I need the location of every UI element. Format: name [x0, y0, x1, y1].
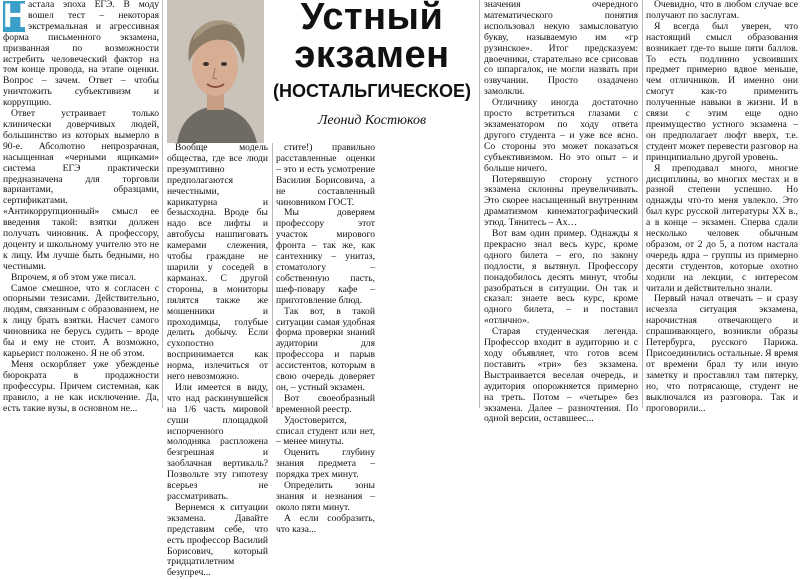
column-divider — [479, 0, 480, 408]
paragraph: Первый начал отвечать – и сразу исчезла ситуация экзамена, нарочистная отвечающего и спрашивающего, возникли образы Петербурга, русского Парижа. Присоединились остальные. Я время от времени брал ту или иную заметку и проставлял там пятерку, но, что потрясающе, студент не выключался из разговора. Так и проговорили... — [646, 293, 799, 414]
paragraph: Очевидно, что в любом случае все получают по заслугам. — [646, 0, 798, 21]
paragraph: стите!) правильно расставленные оценки – это и есть усмотрение Василия Борисовича, а не составленный чиновником ГОСТ. — [276, 142, 375, 208]
paragraph: Так вот, в такой ситуации самая удобная форма проверки знаний аудитории для профессора и парыв ассистентов, которым в свою очередь доверяет он, – устный экзамен. — [276, 305, 375, 393]
paragraph: Потерявшую сторону устного экзамена склонны преувеличивать. Это скорее насыщенный внутренним драматизмом кинематографический этюд. Тянитесь – Ах… — [484, 173, 638, 229]
column-divider — [642, 0, 643, 408]
article-column-2 — [167, 142, 268, 579]
paragraph: Меня оскорбляет уже убежденье бюрократа в продажности профессуры. Причем системная, как правило, а не как исключение. Да, есть такие вузы, в основном не... — [3, 358, 159, 414]
column-divider — [272, 143, 273, 408]
article-title: Устный экзамен — [294, 0, 450, 76]
article-subtitle: (НОСТАЛЬГИЧЕСКОЕ) — [273, 81, 471, 101]
paragraph: Вот вам один пример. Однажды я прекрасно знал весь курс, кроме одного билета – его, по закону подлости, я вытянул. Профессору понадобилось десять минут, чтобы разобраться в ситуации. Он так и сказал: знаете весь курс, кроме одного билета, – и поставил «отлично». — [484, 228, 638, 327]
paragraph: значения очередного математического понятия использовал некую замысловатую букву, называемую им «гр рузинское». Итог предсказуем: двоечники, старательно все срисовав со шпаргалок, не могли назвать при озвучании. Просто озадачено замолкли. — [484, 0, 638, 98]
article-column-1 — [3, 0, 159, 414]
paragraph: Мы доверяем профессору этот участок мирового фронта – так же, как сантехнику – унитаз, стоматологу – собственную пасть, шеф-повару кафе – приготовление блюд. — [276, 207, 375, 306]
paragraph: Вообще модель общества, где все люди презумптивно предполагаются нечестными, карикатурна и безысходна. Вроде бы надо все лифты и автобусы нашпиговать камерами слежения, чтобы граждане не шарили у соседей в карманах. С другой стороны, в мониторы пялятся также же мошенники и проходимцы, голубые делить добычу. Если сухопостно воспринимается как норма, излечиться от него невозможно. — [167, 142, 268, 383]
paragraph: Ответ устраивает только клинически доверчивых людей, большинство из которых вымерло в 90-е. Абсолютно непрозрачная, насыщенная «черными ящиками» система ЕГЭ практически предназначена для торговли вариантами, образцами, сертификатами. «Антикоррупционный» смысл ее введения такой: взятки должен получать чиновник. А профессору, доценту и школьному учителю это не к лицу. Им лучше быть бедными, но честными. — [3, 108, 159, 272]
paragraph: Удостоверится, списал студент или нет, – менее минуты. — [276, 414, 375, 448]
paragraph: Старая студенческая легенда. Профессор входит в аудиторию и с ходу объявляет, что готов всем поставить «три» без экзамена. Выстраивается веселая очередь, и аудитория опорожняется примерно на треть. Потом – «четыре» без экзамена. Далее – разночтения. По одной версии, оставшеес... — [484, 326, 638, 425]
paragraph: Вот своеобразный временной реестр. — [276, 392, 375, 415]
paragraph: Я всегда был уверен, что настоящий смысл образования возникает где-то выше пяти баллов. То есть подлинно усвоивших предмет примерно вдвое меньше, чем отличников. И именно они смогут как-то применить полученные навыки в жизни. И в связи с этим еще одно преимущество устного экзамена – он предполагает люфт вверх, т.е. студент может перевести разговор на принципиально другой уровень. — [646, 20, 798, 163]
article-column-5 — [646, 0, 799, 414]
paragraph: Отличнику иногда достаточно просто встретиться глазами с экзаменатором по ходу ответа другого студента – и уже все ясно. Со стороны это может показаться субъективизмом. Но это опыт – и больше ничего. — [484, 97, 638, 174]
paragraph: Самое смешное, что я согласен с опорными тезисами. Действительно, людям, связанным с образованием, не к лицу брать взятки. Насчет самого чиновника не берусь судить – вроде бы и ему не стоит. А возможно, карьерист положено. Я не об этом. — [3, 282, 159, 359]
column-divider — [162, 0, 163, 408]
paragraph: Я преподавал много, многие дисциплины, во многих местах и в разной степени успешно. Но однажды что-то меня увлекло. Это был курс русской литературы XX в., а в конце – экзамен. Сперва сдали несколько человек обычным образом, от 2 до 5, а потом настала очередь ядра – группы из примерно десяти студентов, которые охотно ходили на лекции, с интересом читали и действительно знали. — [646, 162, 798, 294]
portrait-image — [167, 0, 264, 143]
paragraph: Оценить глубину знания предмета – порядка трех минут. — [276, 447, 375, 481]
paragraph: астала эпоха ЕГЭ. В моду вошел тест – некоторая экстремальная и агрессивная форма письменного экзамена, призванная по возможности истребить человеческий фактор на том конце провода, на этапе оценки. Вопрос – зачем. Ответ – чтобы уничтожить субъективизм и коррупцию. — [3, 0, 159, 109]
article-column-4 — [484, 0, 638, 425]
drop-cap: Н — [3, 0, 28, 35]
paragraph: Или имеется в виду, что над раскинувшейся на 1/6 часть мировой суши площадкой испорченного молодняка распложена безгрешная и заоблачная вертикаль? Позвольте эту гипотезу всерьез не рассматривать. — [167, 381, 268, 502]
paragraph: А если сообразить, что каза... — [276, 512, 375, 535]
paragraph: Вернемся к ситуации экзамена. Давайте представим себе, что есть профессор Василий Борисович, который тридцатилетним безупреч... — [167, 501, 268, 579]
paragraph: Определить зоны знания и незнания – около пяти минут. — [276, 480, 375, 513]
author-name: Леонид Костюков — [317, 113, 427, 128]
author-portrait — [167, 0, 264, 143]
paragraph: Впрочем, я об этом уже писал. — [11, 271, 136, 283]
article-column-3 — [276, 142, 375, 535]
